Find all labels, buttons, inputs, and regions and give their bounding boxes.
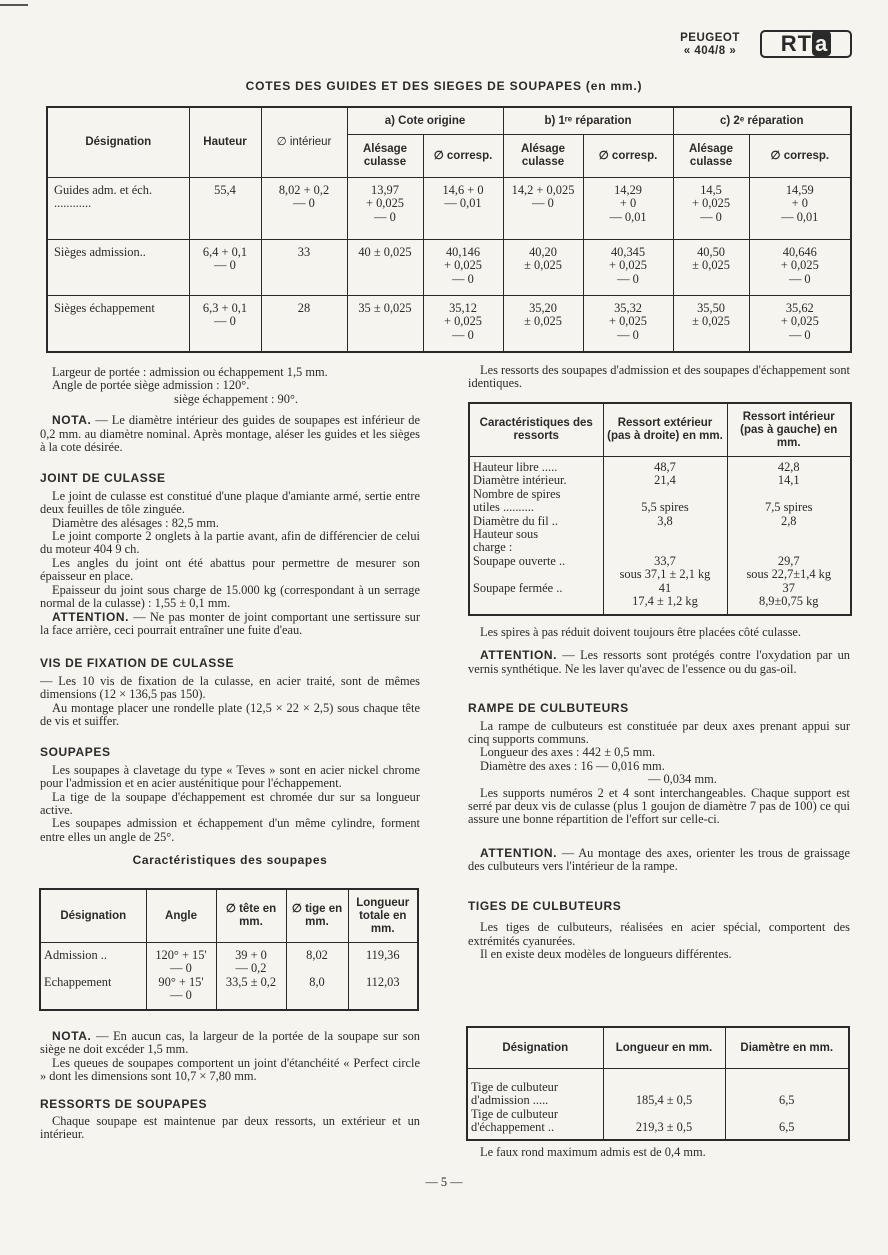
valve-characteristics-table xyxy=(39,888,419,1011)
right-column-middle xyxy=(468,626,850,961)
brand-line2: « 404/8 » xyxy=(683,45,737,57)
intro-line2: Angle de portée siège admission : 120°. xyxy=(52,378,250,393)
tiges-p1: Les tiges de culbuteurs, réalisées en acier spécial, comportent des extrémités cyanurées. xyxy=(468,920,850,948)
cell: 35,12 + 0,025 — 0 xyxy=(423,296,503,352)
intro-line3: siège échappement : 90°. xyxy=(174,391,298,406)
col-longueur: Longueur totale en mm. xyxy=(348,889,418,943)
col-interieur: ∅ intérieur xyxy=(261,107,347,178)
cell: 40,345 + 0,025 — 0 xyxy=(583,240,673,296)
joint-p2: Diamètre des alésages : 82,5 mm. xyxy=(52,515,219,530)
tiges-p2: Il en existe deux modèles de longueurs différentes. xyxy=(480,946,732,961)
attention3 xyxy=(468,847,850,874)
vis-title: VIS DE FIXATION DE CULASSE xyxy=(40,656,235,671)
row-label: Admission .. xyxy=(44,948,107,962)
joint-title: JOINT DE CULASSE xyxy=(40,471,166,486)
guides-seats-table xyxy=(46,106,852,353)
table-row xyxy=(467,1069,849,1108)
cell: 35,50 ± 0,025 xyxy=(673,296,749,352)
spires-p: Les spires à pas réduit doivent toujours être placées côté culasse. xyxy=(480,625,802,639)
col-designation: Désignation xyxy=(40,889,146,943)
col-hauteur: Hauteur xyxy=(189,107,261,178)
right-column-bottom xyxy=(468,1146,850,1159)
table-row xyxy=(40,943,418,976)
nota2-label: NOTA. xyxy=(52,1029,92,1043)
faux-rond: Le faux rond maximum admis est de 0,4 mm. xyxy=(480,1145,706,1159)
nota1 xyxy=(40,414,420,454)
joint-p4: Les angles du joint ont été abattus pour permettre de mesurer son épaisseur en place. xyxy=(40,555,420,584)
cell: 6,4 + 0,1 — 0 xyxy=(189,240,261,296)
intro-line1: Largeur de portée : admission ou échappement 1,5 mm. xyxy=(52,365,328,379)
page-number: — 5 — xyxy=(425,1175,463,1189)
cell: 90° + 15' — 0 xyxy=(146,976,216,1010)
attention1-label: ATTENTION. xyxy=(52,609,130,624)
attention2-label: ATTENTION. xyxy=(480,648,558,663)
cell: 39 + 0 — 0,2 xyxy=(216,943,286,976)
soupapes-p3: Les soupapes admission et échappement d'un même cylindre, forment entre elles un angle de 25°. xyxy=(40,816,420,844)
ressorts-intro: Les ressorts des soupapes d'admission et des soupapes d'échappement sont identiques. xyxy=(468,363,850,391)
cell: 185,4 ± 0,5 xyxy=(603,1069,725,1108)
nota2-p2: Les queues de soupapes comportent un joint d'étanchéité « Perfect circle » dont les dimensions sont 10,7 × 7,80 mm. xyxy=(40,1055,420,1084)
cell: 35,62 + 0,025 — 0 xyxy=(749,296,851,352)
cell: 219,3 ± 0,5 xyxy=(603,1108,725,1140)
sub-corresp-c: ∅ corresp. xyxy=(749,135,851,178)
cell: 6,5 xyxy=(725,1069,849,1108)
cell: 40,146 + 0,025 — 0 xyxy=(423,240,503,296)
cell: 14,2 + 0,025 — 0 xyxy=(503,178,583,240)
attention1-text: — Ne pas monter de joint comportant une sertissure sur la face arrière, ceci pourrait entraîner une fuite d'eau. xyxy=(40,609,420,637)
tiges-title: TIGES DE CULBUTEURS xyxy=(468,898,622,913)
col-caracteristiques: Caractéristiques des ressorts xyxy=(469,403,603,457)
cell: 13,97 + 0,025 — 0 xyxy=(347,178,423,240)
rampe-p3: Diamètre des axes : 16 — 0,016 mm. xyxy=(480,758,665,773)
table-row xyxy=(467,1108,849,1140)
group-cote-origine: a) Cote origine xyxy=(347,107,503,135)
cell: 8,02 xyxy=(286,943,348,976)
pushrods-table xyxy=(466,1026,850,1141)
carac-soupapes-title: Caractéristiques des soupapes xyxy=(132,853,328,868)
table-row xyxy=(40,976,418,1010)
cell: 8,0 xyxy=(286,976,348,1010)
row-label: Guides adm. et éch. ............ xyxy=(47,178,189,240)
joint-p3: Le joint comporte 2 onglets à la partie avant, afin de différencier de celui du moteur 404 9 ch. xyxy=(40,529,420,557)
brand-line1: PEUGEOT xyxy=(680,32,740,44)
cell: 8,02 + 0,2 — 0 xyxy=(261,178,347,240)
nota1-label: NOTA. xyxy=(52,413,92,428)
cell: 35 ± 0,025 xyxy=(347,296,423,352)
group-1re-reparation: b) 1ʳᵉ réparation xyxy=(503,107,673,135)
cell: 14,6 + 0 — 0,01 xyxy=(423,178,503,240)
joint-p1: Le joint de culasse est constitué d'une plaque d'amiante armé, sertie entre deux feuilles de tôle zinguée. xyxy=(40,488,420,517)
col-designation: Désignation xyxy=(467,1027,603,1069)
attention3-label: ATTENTION. xyxy=(480,845,558,860)
sub-corresp-a: ∅ corresp. xyxy=(423,135,503,178)
main-title: COTES DES GUIDES ET DES SIEGES DE SOUPAPES (en mm.) xyxy=(245,79,643,93)
attention1 xyxy=(40,611,420,638)
nota2 xyxy=(40,1030,420,1057)
cell: 40,50 ± 0,025 xyxy=(673,240,749,296)
nota2-text: — En aucun cas, la largeur de la portée de la soupape sur son siège ne doit excéder 1,5 mm. xyxy=(40,1029,420,1057)
rampe-title: RAMPE DE CULBUTEURS xyxy=(468,701,629,716)
col-diametre: Diamètre en mm. xyxy=(725,1027,849,1069)
soupapes-p2: La tige de la soupape d'échappement est chromée dur sur sa longueur active. xyxy=(40,789,420,817)
cell: 40,20 ± 0,025 xyxy=(503,240,583,296)
attention2 xyxy=(468,649,850,676)
soupapes-p1: Les soupapes à clavetage du type « Teves » sont en acier nickel chrome pour l'admission et en acier austénitique pour l'échappement. xyxy=(40,762,420,791)
table-row xyxy=(47,240,851,296)
table-row xyxy=(469,457,851,616)
right-column-top xyxy=(468,364,850,391)
attention2-text: — Les ressorts sont protégés contre l'oxydation par un vernis synthétique. Ne les laver qu'avec de l'essence ou du gas-oil. xyxy=(468,648,850,676)
rampe-p4: Les supports numéros 2 et 4 sont interchangeables. Chaque support est serré par deux vis de culasse (plus 1 goujon de diamètre 7 pas de 100) ce qui assure une bonne répartition de l'effort sur celle-ci. xyxy=(468,785,850,827)
cell: 40 ± 0,025 xyxy=(347,240,423,296)
cell: 33,5 ± 0,2 xyxy=(216,976,286,1010)
row-label: Sièges admission.. xyxy=(47,240,189,296)
ressorts-p1: Chaque soupape est maintenue par deux ressorts, un extérieur et un intérieur. xyxy=(40,1114,420,1142)
cell: 28 xyxy=(261,296,347,352)
ressort-exterieur-values: 48,7 21,4 5,5 spires 3,8 33,7 sous 37,1 ± 2,1 kg 41 17,4 ± 1,2 kg xyxy=(603,457,727,616)
cell: 55,4 xyxy=(189,178,261,240)
vis-p1: — Les 10 vis de fixation de la culasse, en acier traité, sont de mêmes dimensions (12 × 136,5 pas 150). xyxy=(40,673,420,702)
rampe-p1: La rampe de culbuteurs est constituée par deux axes prenant appui sur cinq supports communs. xyxy=(468,718,850,747)
springs-table xyxy=(468,402,852,616)
col-designation: Désignation xyxy=(47,107,189,178)
rta-logo: RT a xyxy=(760,30,852,58)
cell: 120° + 15' — 0 xyxy=(146,943,216,976)
col-ressort-exterieur: Ressort extérieur (pas à droite) en mm. xyxy=(603,403,727,457)
rampe-p2: Longueur des axes : 442 ± 0,5 mm. xyxy=(480,745,656,760)
left-column-top xyxy=(40,366,420,868)
rampe-p3b: — 0,034 mm. xyxy=(648,772,717,787)
col-ressort-interieur: Ressort intérieur (pas à gauche) en mm. xyxy=(727,403,851,457)
attention3-text: — Au montage des axes, orienter les trous de graissage des culbuteurs vers l'intérieur de la rampe. xyxy=(468,845,850,874)
row-label: Echappement xyxy=(44,974,112,989)
cell: 14,5 + 0,025 — 0 xyxy=(673,178,749,240)
sub-alesage-c: Alésage culasse xyxy=(673,135,749,178)
nota1-text: — Le diamètre intérieur des guides de soupapes est inférieur de 0,2 mm. au diamètre nominal. Après montage, aléser les guides et les sièges à la cote désirée. xyxy=(40,413,420,455)
cell: 14,59 + 0 — 0,01 xyxy=(749,178,851,240)
col-longueur: Longueur en mm. xyxy=(603,1027,725,1069)
sub-corresp-b: ∅ corresp. xyxy=(583,135,673,178)
col-angle: Angle xyxy=(146,889,216,943)
cell: 35,32 + 0,025 — 0 xyxy=(583,296,673,352)
sub-alesage-b: Alésage culasse xyxy=(503,135,583,178)
row-labels: Hauteur libre ..... Diamètre intérieur. Nombre de spires utiles .......... Diamètre du fil .. Hauteur sous charge : Soupape ouverte .. Soupape fermée .. xyxy=(473,460,567,595)
brand-header xyxy=(662,32,758,58)
cell: 33 xyxy=(261,240,347,296)
sub-alesage-a: Alésage culasse xyxy=(347,135,423,178)
group-2e-reparation: c) 2ᵉ réparation xyxy=(673,107,851,135)
col-tete: ∅ tête en mm. xyxy=(216,889,286,943)
vis-p2: Au montage placer une rondelle plate (12,5 × 22 × 2,5) sous chaque tête de vis et suiffer. xyxy=(40,700,420,728)
table-row xyxy=(47,178,851,240)
cell: 6,5 xyxy=(725,1108,849,1140)
soupapes-title: SOUPAPES xyxy=(40,745,111,760)
col-tige: ∅ tige en mm. xyxy=(286,889,348,943)
cell: 119,36 xyxy=(348,943,418,976)
row-label: Tige de culbuteur d'admission ..... xyxy=(471,1080,558,1108)
cell: 40,646 + 0,025 — 0 xyxy=(749,240,851,296)
row-label: Sièges échappement xyxy=(54,301,155,315)
row-label: Tige de culbuteur d'échappement .. xyxy=(471,1106,558,1135)
ressorts-title: RESSORTS DE SOUPAPES xyxy=(40,1096,208,1111)
joint-p5: Epaisseur du joint sous charge de 15.000 kg (correspondant à un serrage normal de la culasse) : 1,55 ± 0,1 mm. xyxy=(40,582,420,611)
cell: 14,29 + 0 — 0,01 xyxy=(583,178,673,240)
ressort-interieur-values: 42,8 14,1 7,5 spires 2,8 29,7 sous 22,7±1,4 kg 37 8,9±0,75 kg xyxy=(727,457,851,616)
top-rule xyxy=(0,4,28,6)
cell: 35,20 ± 0,025 xyxy=(503,296,583,352)
left-column-bottom xyxy=(40,1030,420,1142)
table-row xyxy=(47,296,851,352)
cell: 112,03 xyxy=(348,976,418,1010)
cell: 6,3 + 0,1 — 0 xyxy=(189,296,261,352)
